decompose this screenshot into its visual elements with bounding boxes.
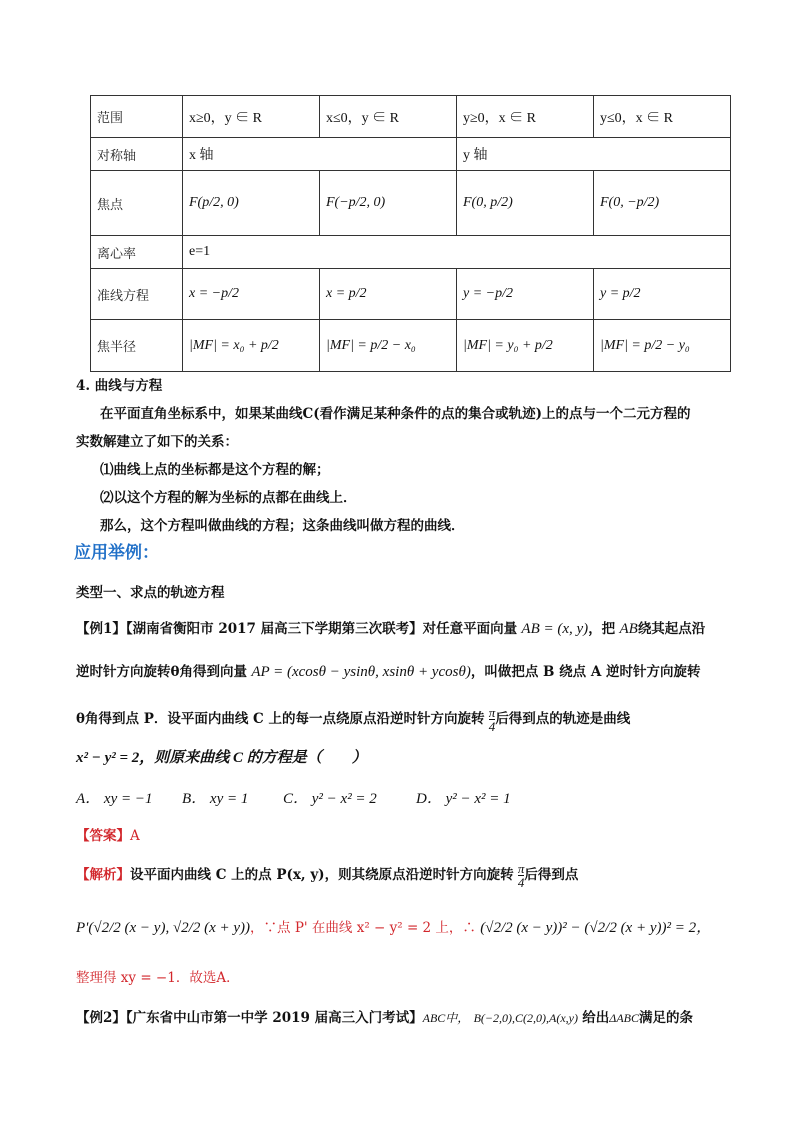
denominator: 4 [488,719,496,734]
text: 绕其起点沿 [637,621,706,637]
table-cell: e=1 [183,236,731,269]
paragraph: 那么，这个方程叫做曲线的方程；这条曲线叫做方程的曲线． [100,518,465,534]
triangle-abc: ABC中， [422,1011,470,1025]
equation: (√2/2 (x − y))² − (√2/2 (x + y))² = 2， [480,920,712,936]
denominator: 4 [517,875,525,890]
text: θ角得到点 P．设平面内曲线 C 上的每一点绕原点沿逆时针方向旋转 [76,711,485,727]
table-cell: F(p/2, 0) [183,171,320,236]
table-cell: |MF| = y₀ + p/2 [457,320,594,372]
answer-tag: 【答案】 [76,828,130,844]
table-cell: |MF| = p/2 − y₀ [594,320,731,372]
analysis-line-2 [76,918,711,938]
list-item: ⑴曲线上点的坐标都是这个方程的解； [100,462,330,478]
table-row [91,236,731,269]
text: 后得到点 [524,867,579,883]
option-d: D． y² − x² = 1 [416,791,511,807]
numerator: π [517,861,525,876]
text: 对任意平面向量 [422,621,518,637]
text: 给出 [582,1010,610,1026]
example-1-line-1 [76,619,705,639]
table-cell: F(−p/2, 0) [320,171,457,236]
table-row [91,138,731,171]
option-c: C． y² − x² = 2 [283,791,377,807]
example-tag: 【例1】【湖南省衡阳市 2017 届高三下学期第三次联考】 [76,621,423,637]
points: B(−2,0),C(2,0),A(x,y) [473,1011,578,1025]
row-label: 焦半径 [91,320,183,372]
table-cell: |MF| = p/2 − x₀ [320,320,457,372]
vector-ab: AB = (x, y) [521,621,589,637]
list-item: ⑵以这个方程的解为坐标的点都在曲线上． [100,490,357,506]
table-cell: |MF| = x₀ + p/2 [183,320,320,372]
text: 设平面内曲线 C 上的点 P(x, y)，则其绕原点沿逆时针方向旋转 [130,867,514,883]
example-2-line-1 [76,1008,693,1028]
table-cell: x≤0，y ∈ R [320,96,457,138]
row-label: 对称轴 [91,138,183,171]
text: 满足的条 [639,1010,693,1026]
example-1-line-2 [76,662,701,682]
text: 逆时针方向旋转θ角得到向量 [76,664,248,680]
table-cell: y 轴 [457,138,731,171]
application-heading: 应用举例： [74,543,159,563]
answer-line [76,826,140,846]
example-1-line-3 [76,706,630,733]
row-label: 离心率 [91,236,183,269]
example-tag: 【例2】【广东省中山市第一中学 2019 届高三入门考试】 [76,1010,423,1026]
table-cell: F(0, −p/2) [594,171,731,236]
table-cell: F(0, p/2) [457,171,594,236]
text: ，把 [588,621,616,637]
option-b: B． xy = 1 [182,791,249,807]
type-heading: 类型一、求点的轨迹方程 [76,585,225,601]
table-row [91,96,731,138]
row-label: 范围 [91,96,183,138]
table-cell: y≤0，x ∈ R [594,96,731,138]
text: ，叫做把点 B 绕点 A 逆时针方向旋转 [470,664,701,680]
table-row [91,269,731,320]
text: 整理得 xy = −1 [76,970,176,986]
triangle: ΔABC [609,1011,639,1025]
analysis-line-3 [76,968,240,988]
vector-ab: AB [619,621,638,637]
analysis-line-1 [76,862,578,889]
table-cell: y≥0，x ∈ R [457,96,594,138]
table-cell: y = p/2 [594,269,731,320]
row-label: 焦点 [91,171,183,236]
table-cell: y = −p/2 [457,269,594,320]
row-label: 准线方程 [91,269,183,320]
table-cell: x 轴 [183,138,457,171]
text: ．故选A． [175,970,240,986]
paragraph: 在平面直角坐标系中，如果某曲线C(看作满足某种条件的点的集合或轨迹)上的点与一个二元方程的 [100,406,691,422]
table-cell: x = −p/2 [183,269,320,320]
text: 后得到点的轨迹是曲线 [495,711,631,727]
paragraph: 实数解建立了如下的关系： [76,434,238,450]
example-1-line-4: x² − y² = 2，则原来曲线 C 的方程是（ ） [76,750,367,766]
parabola-properties-table [90,95,731,372]
section-heading: 4. 曲线与方程 [76,378,163,394]
table-row [91,171,731,236]
analysis-tag: 【解析】 [76,867,130,883]
point-p-prime: P'(√2/2 (x − y), √2/2 (x + y)) [76,920,251,936]
table-cell: x≥0，y ∈ R [183,96,320,138]
answer-value: A [130,828,140,844]
vector-ap: AP = (xcosθ − ysinθ, xsinθ + ycosθ) [251,664,471,680]
text: ，∵点 P' 在曲线 x² − y² = 2 上，∴ [250,920,476,936]
numerator: π [488,705,496,720]
table-row [91,320,731,372]
option-a: A． xy = −1 [76,791,153,807]
table-cell: x = p/2 [320,269,457,320]
